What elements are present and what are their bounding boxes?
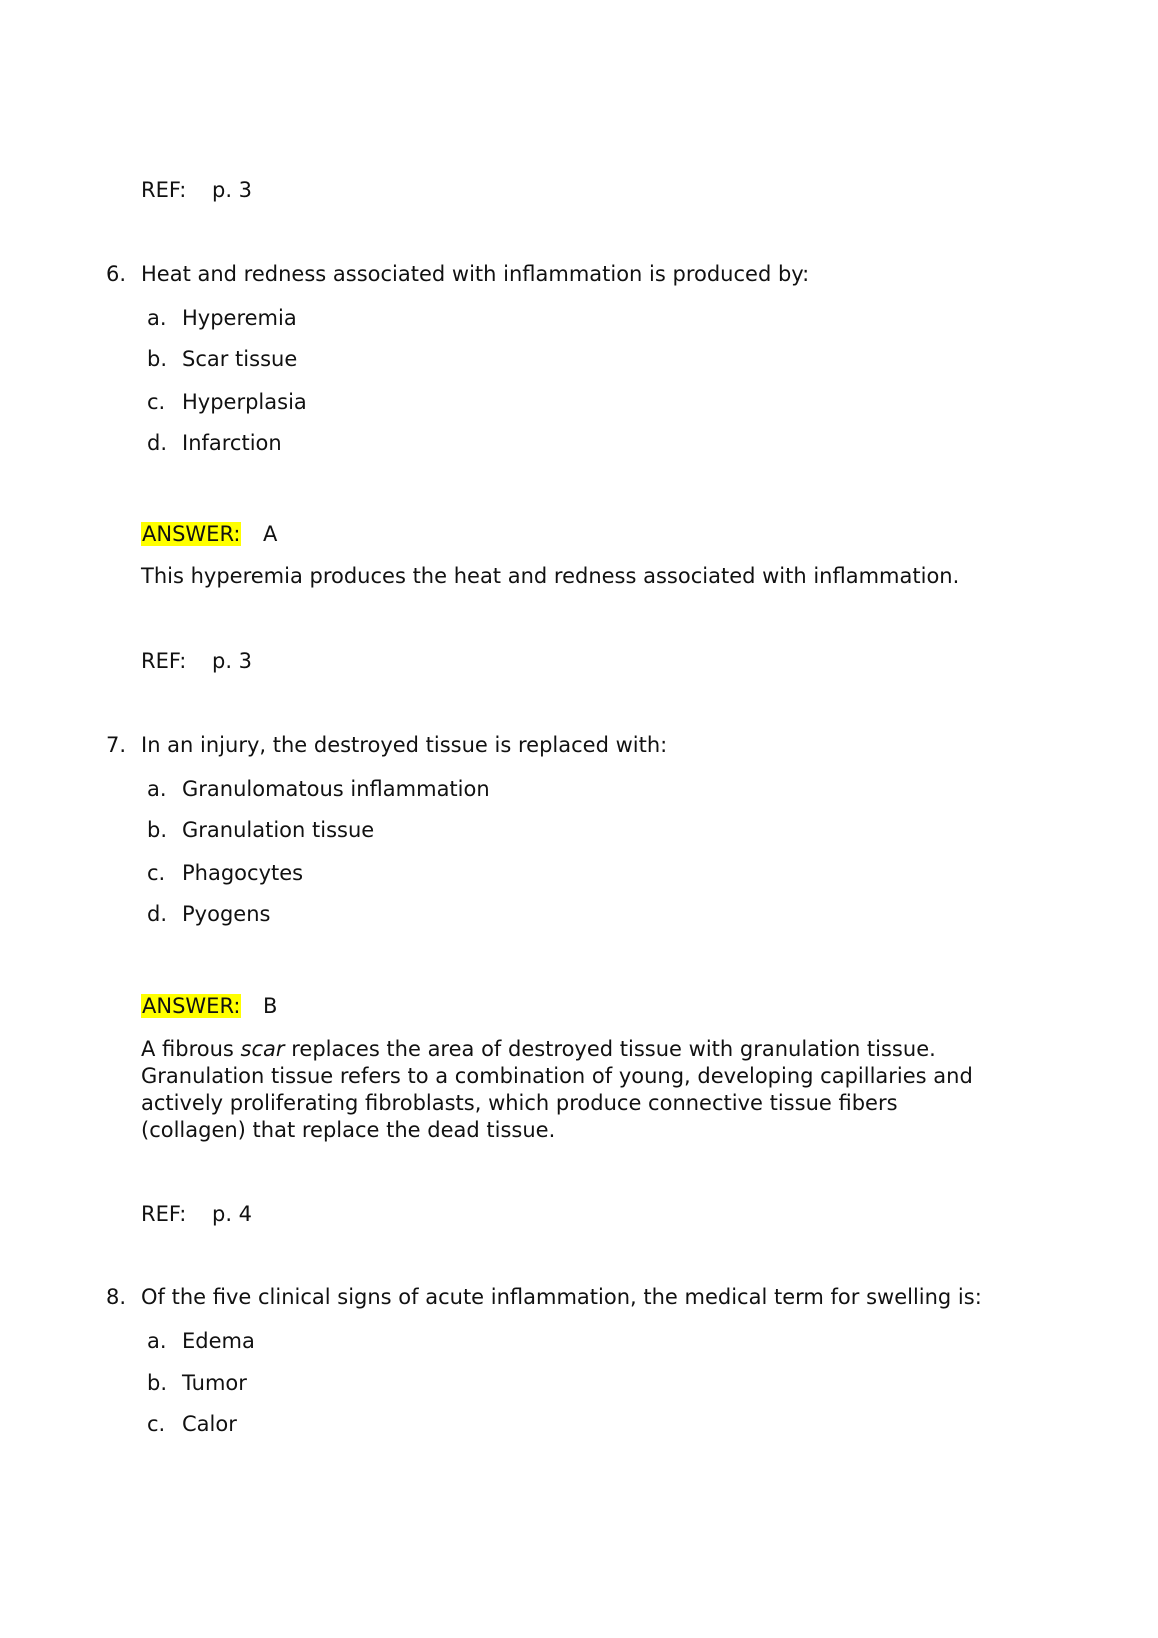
option-text: Phagocytes (182, 861, 304, 885)
option-text: Edema (182, 1329, 255, 1353)
explanation-line: Granulation tissue refers to a combination of young, developing capillaries and (141, 1064, 973, 1088)
explanation-line: This hyperemia produces the heat and redness associated with inflammation. (141, 564, 960, 588)
explanation-line: (collagen) that replace the dead tissue. (141, 1118, 556, 1142)
option-text: Scar tissue (182, 347, 298, 371)
option-letter: a. (147, 777, 167, 801)
ref-label: REF: (141, 649, 187, 673)
option-letter: a. (147, 306, 167, 330)
option-text: Pyogens (182, 902, 271, 926)
option-text: Tumor (182, 1371, 247, 1395)
answer-label: ANSWER: (142, 522, 241, 546)
ref-value: p. 3 (212, 178, 253, 202)
option-text: Granulation tissue (182, 818, 375, 842)
question-number: 8. (106, 1285, 127, 1309)
explanation-line (141, 1036, 1021, 1063)
option-letter: b. (147, 818, 168, 842)
option-text: Infarction (182, 431, 282, 455)
question-text: In an injury, the destroyed tissue is replaced with: (141, 733, 668, 757)
option-letter: b. (147, 1371, 168, 1395)
option-letter: c. (147, 390, 166, 414)
explanation-text: replaces the area of destroyed tissue with granulation tissue. (284, 1037, 936, 1061)
question-text: Heat and redness associated with inflammation is produced by: (141, 262, 810, 286)
question-number: 7. (106, 733, 127, 757)
answer-value: B (263, 994, 278, 1018)
answer-label: ANSWER: (142, 994, 241, 1018)
answer-explanation (141, 1036, 1021, 1144)
ref-value: p. 3 (212, 649, 253, 673)
ref-label: REF: (141, 178, 187, 202)
explanation-emphasis: scar (240, 1037, 285, 1061)
option-letter: d. (147, 431, 168, 455)
answer-value: A (263, 522, 278, 546)
ref-value: p. 4 (212, 1202, 253, 1226)
option-letter: a. (147, 1329, 167, 1353)
answer-explanation (141, 563, 1021, 590)
option-letter: c. (147, 1412, 166, 1436)
explanation-line: actively proliferating fibroblasts, which produce connective tissue fibers (141, 1091, 898, 1115)
option-letter: b. (147, 347, 168, 371)
option-text: Hyperemia (182, 306, 297, 330)
option-letter: d. (147, 902, 168, 926)
ref-label: REF: (141, 1202, 187, 1226)
option-text: Granulomatous inflammation (182, 777, 490, 801)
explanation-text: A fibrous (141, 1037, 241, 1061)
option-text: Calor (182, 1412, 237, 1436)
question-text: Of the five clinical signs of acute inflammation, the medical term for swelling is: (141, 1285, 982, 1309)
option-letter: c. (147, 861, 166, 885)
option-text: Hyperplasia (182, 390, 307, 414)
question-number: 6. (106, 262, 127, 286)
